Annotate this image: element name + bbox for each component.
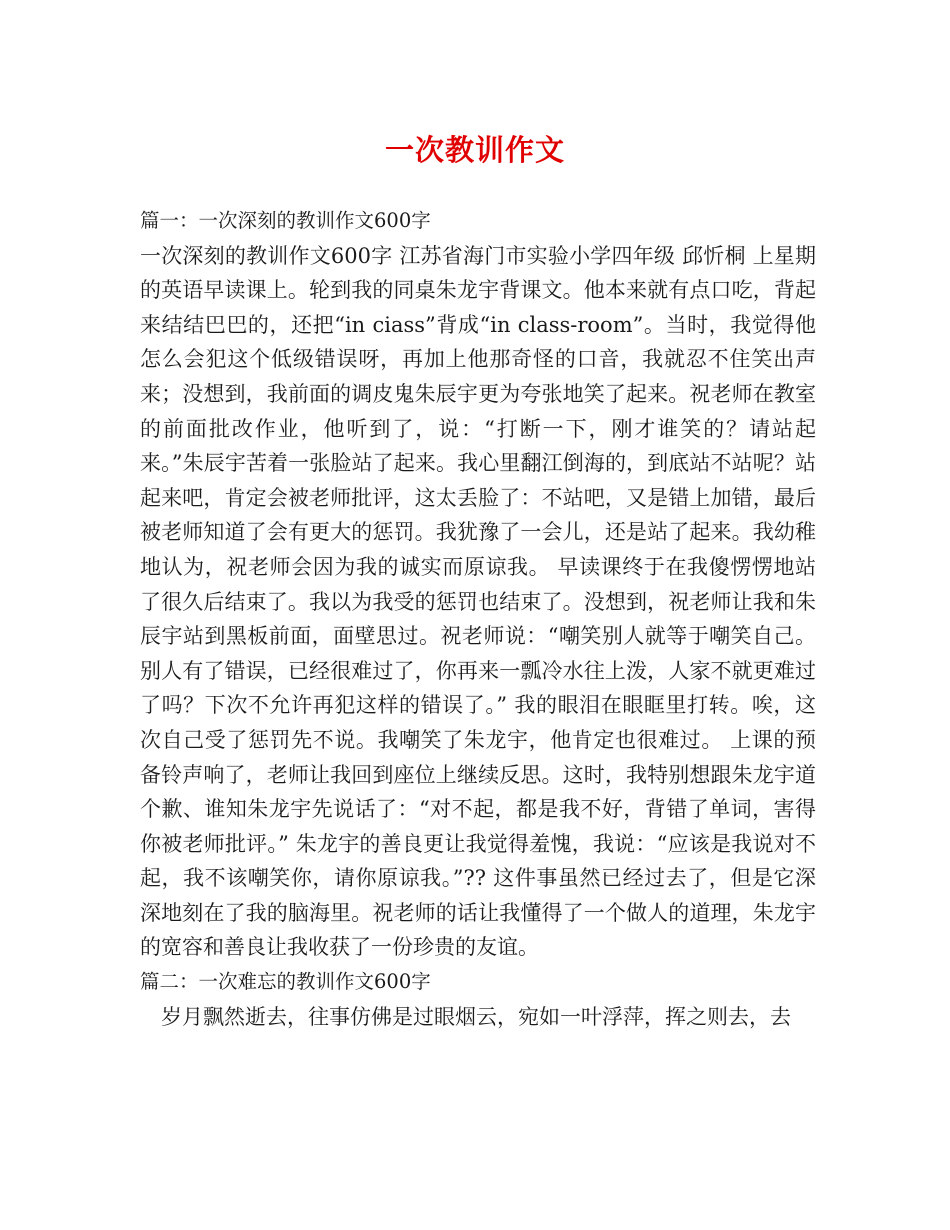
section-2-heading: 篇二：一次难忘的教训作文600字	[140, 970, 431, 994]
document-title: 一次教训作文	[384, 133, 565, 167]
section-1-body: 一次深刻的教训作文600字 江苏省海门市实验小学四年级 邱忻桐 上星期的英语早读课上。轮到我的同桌朱龙宇背课文。他本来就有点口吃，背起来结结巴巴的，还把“in ciass”背成“in class-room”。当时，我觉得他怎么会犯这个低级错误呀，再加上他那奇怪的口音，我就忍不住笑出声来；没想到，我前面的调皮鬼朱辰宇更为夸张地笑了起来。祝老师在教室的前面批改作业，他听到了，说：“打断一下，刚才谁笑的？请站起来。”朱辰宇苦着一张脸站了起来。我心里翻江倒海的，到底站不站呢？站起来吧，肯定会被老师批评，这太丢脸了：不站吧，又是错上加错，最后被老师知道了会有更大的惩罚。我犹豫了一会儿，还是站了起来。我幼稚地认为，祝老师会因为我的诚实而原谅我。 早读课终于在我傻愣愣地站了很久后结束了。我以为我受的惩罚也结束了。没想到，祝老师让我和朱辰宇站到黑板前面，面壁思过。祝老师说：“嘲笑别人就等于嘲笑自己。别人有了错误，已经很难过了，你再来一瓢冷水往上泼，人家不就更难过了吗？下次不允许再犯这样的错误了。” 我的眼泪在眼眶里打转。唉，这次自己受了惩罚先不说。我嘲笑了朱龙宇，他肯定也很难过。 上课的预备铃声响了，老师让我回到座位上继续反思。这时，我特别想跟朱龙宇道个歉、谁知朱龙宇先说话了：“对不起，都是我不好，背错了单词，害得你被老师批评。” 朱龙宇的善良更让我觉得羞愧，我说：“应该是我说对不起，我不该嘲笑你，请你原谅我。”?? 这件事虽然已经过去了，但是它深深地刻在了我的脑海里。祝老师的话让我懂得了一个做人的道理，朱龙宇的宽容和善良让我收获了一份珍贵的友谊。	[140, 243, 816, 960]
section-1-heading: 篇一：一次深刻的教训作文600字	[140, 209, 431, 232]
document-body	[140, 204, 816, 1034]
section-2-body: 岁月飘然逝去，往事仿佛是过眼烟云，宛如一叶浮萍，挥之则去，去	[140, 1004, 791, 1029]
